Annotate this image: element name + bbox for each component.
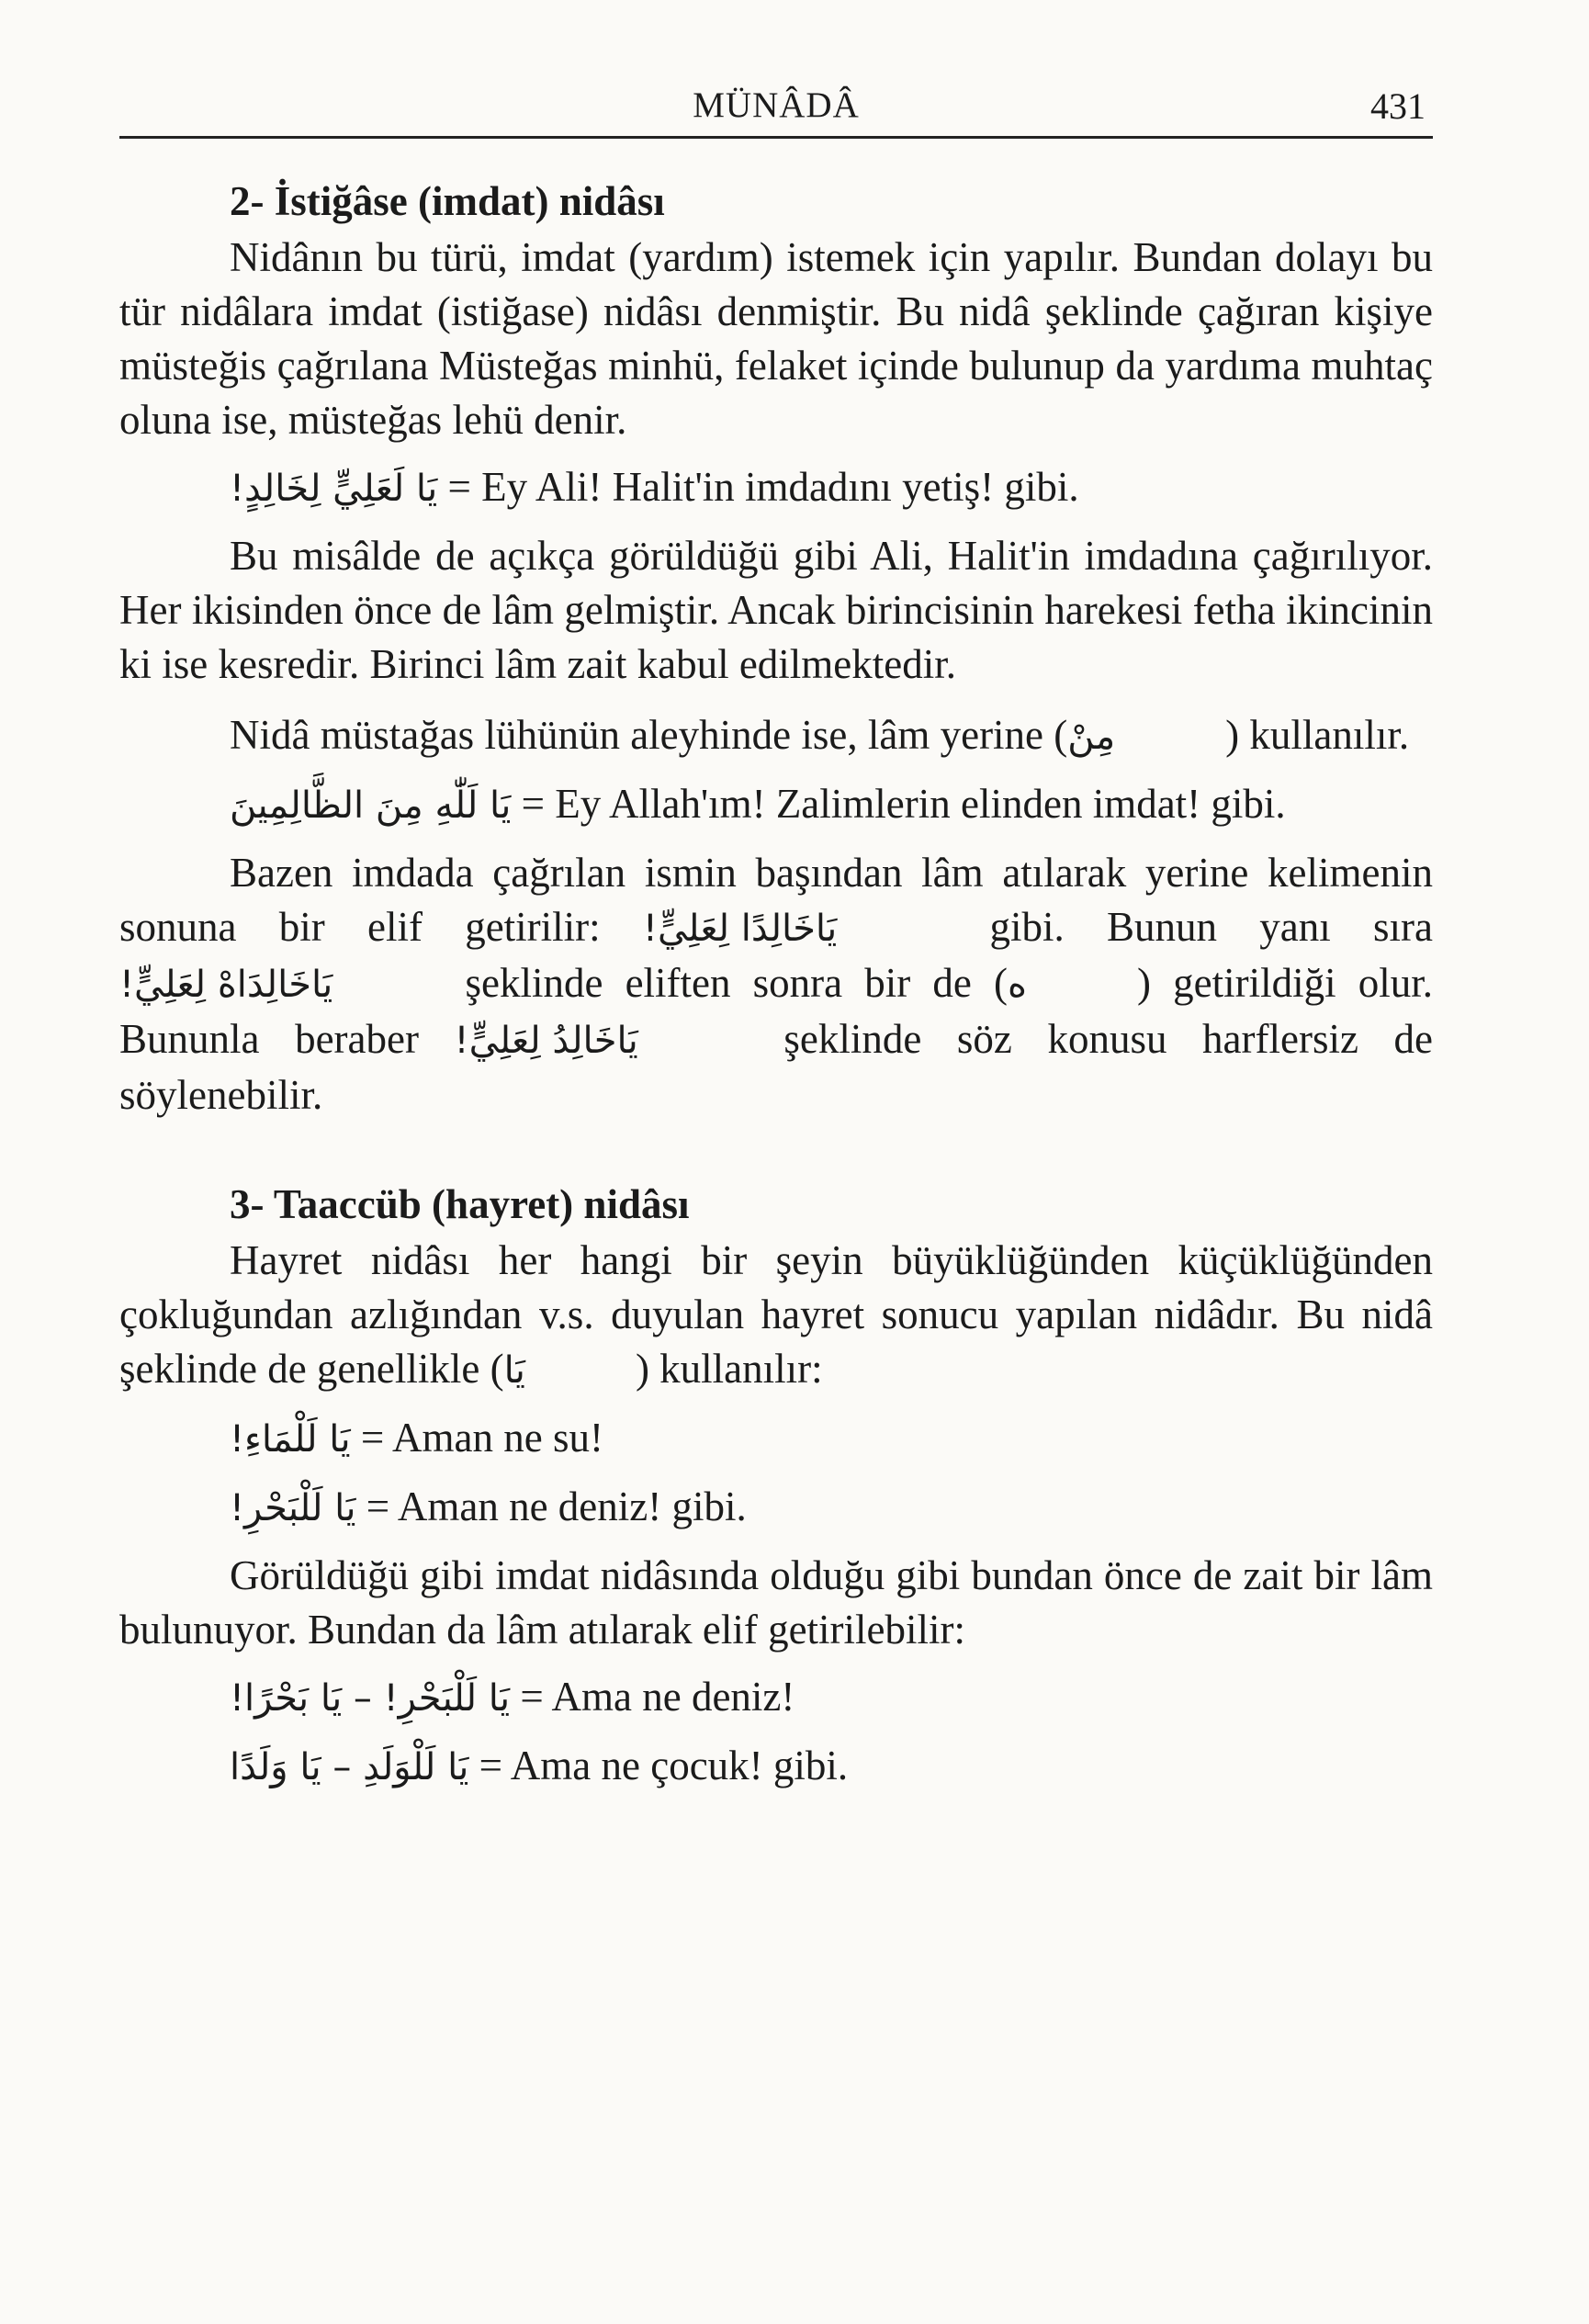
arabic-example: [230, 1411, 1433, 1467]
paragraph-text: şeklinde söz konusu harflersiz de söylenebilir.: [119, 1016, 1433, 1118]
paragraph: [119, 846, 1433, 1123]
example-translation: = Ey Allah'ım! Zalimlerin elinden imdat! gibi.: [521, 781, 1286, 827]
paragraph-text: ) kullanılır.: [1225, 712, 1410, 758]
paragraph-text: Hayret nidâsı her hangi bir şeyin büyüklüğünden küçüklüğünden çokluğundan azlığından v.s. duyulan hayret sonucu yapılan nidâdır. Bu nidâ şeklinde de genellikle (: [119, 1237, 1433, 1392]
arabic-text: يَا لَعَلِيٍّ لِخَالِدٍ!: [230, 468, 438, 510]
arabic-text: يَا لَلْبَحْرِ!: [230, 1487, 356, 1529]
paragraph: [119, 1234, 1433, 1398]
example-translation: = Ey Ali! Halit'in imdadını yetiş! gibi.: [447, 464, 1079, 510]
arabic-text: يَا لَلّٰهِ مِنَ الظَّالِمِينَ: [230, 784, 512, 827]
arabic-example: [230, 777, 1433, 833]
arabic-text: يَاخَالِدًا لِعَلِيٍّ!: [642, 908, 838, 950]
paragraph-text: Nidâ müstağas lühünün aleyhinde ise, lâm yerine (: [230, 712, 1068, 758]
arabic-text: ه: [1008, 964, 1027, 1006]
paragraph: Bu misâlde de açıkça görüldüğü gibi Ali, Halit'in imdadına çağırılıyor. Her ikisinden önce de lâm gelmiştir. Ancak birincisinin harekesi fetha ikincinin ki ise kesredir. Birinci lâm zait kabul edilmektedir.: [119, 533, 1433, 687]
paragraph: Görüldüğü gibi imdat nidâsında olduğu gibi bundan önce de zait bir lâm bulunuyor. Bundan da lâm atılarak elif getirilebilir:: [119, 1552, 1433, 1653]
arabic-text: يَا لَلْمَاءِ!: [230, 1418, 351, 1461]
section-heading-taaccub: 3- Taaccüb (hayret) nidâsı: [230, 1181, 690, 1227]
running-title: MÜNÂDÂ: [693, 85, 860, 125]
running-header: [119, 85, 1433, 134]
spacer: [119, 1123, 1433, 1178]
paragraph-text: gibi. Bunun yanı sıra: [947, 904, 1433, 950]
arabic-text: يَا لَلْبَحْرِ! – يَا بَحْرًا!: [230, 1677, 511, 1720]
arabic-example: [230, 1739, 1433, 1795]
page-number: 431: [1370, 85, 1426, 127]
arabic-example: [230, 1670, 1433, 1726]
spacer: [119, 692, 1433, 708]
paragraph: Nidânın bu türü, imdat (yardım) istemek için yapılır. Bundan dolayı bu tür nidâlara imdat (istiğase) nidâsı denmiştir. Bu nidâ şeklinde çağıran kişiye müsteğis çağrılana Müsteğas minhü, felaket içinde bulunup da yardıma muhtaç oluna ise, müsteğas lehü denir.: [119, 234, 1433, 443]
arabic-example: [230, 1480, 1433, 1536]
header-rule: [119, 136, 1433, 139]
arabic-text: يَا: [503, 1349, 525, 1392]
paragraph-text: ) getirildiği olur. Bununla beraber: [119, 960, 1433, 1062]
paragraph-text: Bazen imdada çağrılan ismin başından lâm atılarak yerine kelimenin sonuna bir elif getirilir:: [119, 850, 1433, 950]
arabic-example: [230, 460, 1433, 516]
arabic-text: مِنْ: [1067, 716, 1116, 758]
arabic-text: يَاخَالِدَاهْ لِعَلِيٍّ!: [119, 964, 333, 1006]
example-translation: = Aman ne deniz! gibi.: [366, 1484, 747, 1529]
section-heading-istigase: 2- İstiğâse (imdat) nidâsı: [230, 178, 665, 224]
arabic-text: يَاخَالِدُ لِعَلِيٍّ!: [454, 1020, 638, 1062]
example-translation: = Aman ne su!: [360, 1415, 603, 1461]
example-translation: = Ama ne deniz!: [520, 1674, 795, 1720]
paragraph: [119, 708, 1433, 764]
arabic-text: يَا لَلْوَلَدِ – يَا وَلَدًا: [230, 1746, 469, 1788]
paragraph-text: ) kullanılır:: [635, 1346, 823, 1392]
paragraph-text: şeklinde eliften sonra bir de (: [443, 960, 1009, 1006]
example-translation: = Ama ne çocuk! gibi.: [479, 1743, 849, 1788]
page-body: [119, 175, 1433, 1808]
